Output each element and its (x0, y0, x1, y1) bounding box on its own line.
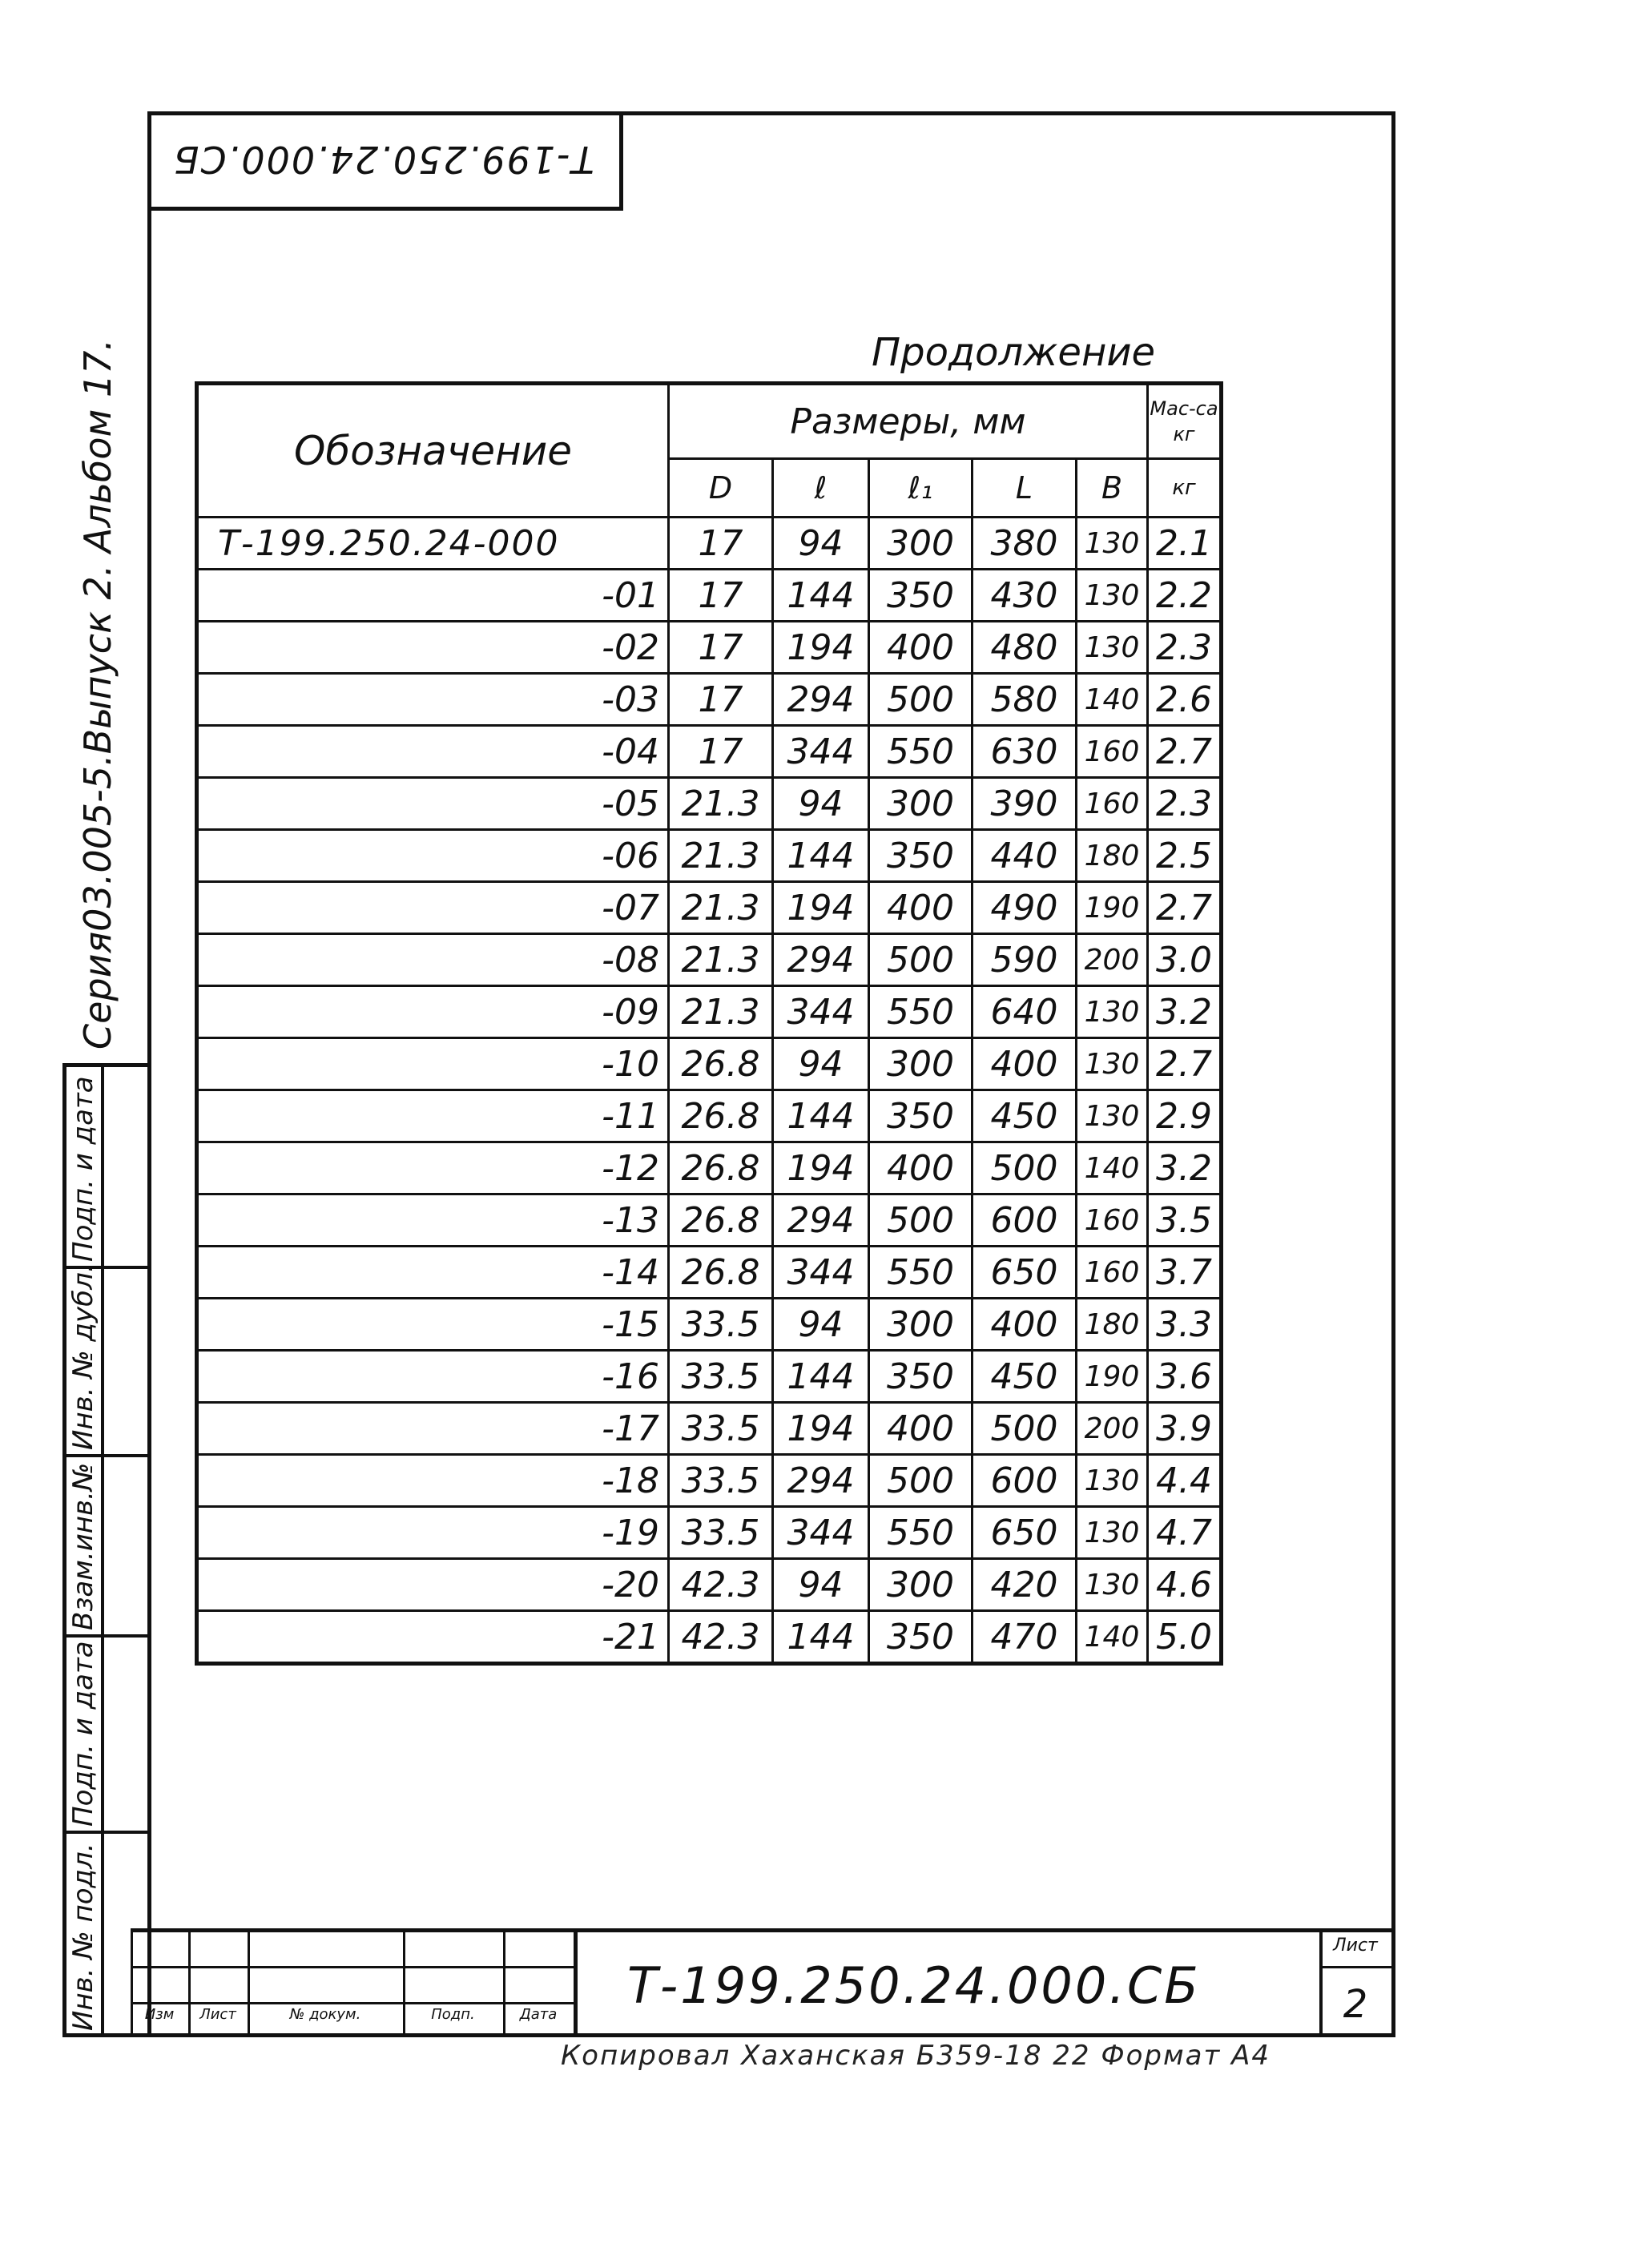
strip-label-dup-inv: Инв. № дубл. (67, 1263, 99, 1450)
table-row (197, 1507, 1222, 1559)
cell-L: 440 (973, 830, 1077, 882)
cell-designation: -16 (197, 1351, 669, 1403)
cell-designation: -19 (197, 1507, 669, 1559)
cell-B: 180 (1077, 830, 1148, 882)
cell-B: 160 (1077, 1247, 1148, 1299)
cell-L: 500 (973, 1403, 1077, 1455)
cell-D: 33.5 (669, 1351, 773, 1403)
cell-l: 94 (773, 778, 869, 830)
cell-B: 140 (1077, 674, 1148, 726)
cell-l: 94 (773, 1038, 869, 1090)
cell-L: 400 (973, 1299, 1077, 1351)
cell-B: 160 (1077, 726, 1148, 778)
cell-L: 580 (973, 674, 1077, 726)
cell-designation: -17 (197, 1403, 669, 1455)
cell-l: 294 (773, 934, 869, 986)
cell-L: 590 (973, 934, 1077, 986)
cell-B: 160 (1077, 778, 1148, 830)
cell-mass: 3.0 (1148, 934, 1222, 986)
cell-D: 21.3 (669, 934, 773, 986)
cell-l1: 500 (869, 934, 973, 986)
cell-L: 420 (973, 1559, 1077, 1611)
cell-D: 17 (669, 570, 773, 622)
tb-header-date: Дата (519, 2006, 558, 2023)
title-block (131, 1928, 1395, 2037)
cell-l1: 500 (869, 1455, 973, 1507)
table-row (197, 1611, 1222, 1664)
cell-l: 144 (773, 570, 869, 622)
cell-designation: -07 (197, 882, 669, 934)
continuation-label: Продолжение (872, 330, 1156, 375)
cell-designation: -14 (197, 1247, 669, 1299)
header-D: D (669, 459, 773, 518)
cell-D: 26.8 (669, 1194, 773, 1247)
spec-table-body (197, 518, 1222, 1664)
cell-l: 294 (773, 674, 869, 726)
cell-mass: 2.6 (1148, 674, 1222, 726)
cell-B: 160 (1077, 1194, 1148, 1247)
cell-mass: 3.2 (1148, 986, 1222, 1038)
cell-mass: 2.2 (1148, 570, 1222, 622)
cell-l: 94 (773, 1559, 869, 1611)
cell-l1: 500 (869, 1194, 973, 1247)
cell-l: 94 (773, 518, 869, 570)
cell-D: 21.3 (669, 882, 773, 934)
tb-header-doc-no: № докум. (289, 2006, 361, 2023)
tb-header-change: Изм (144, 2006, 175, 2023)
strip-divider (62, 1454, 147, 1457)
table-row (197, 1455, 1222, 1507)
cell-D: 33.5 (669, 1455, 773, 1507)
cell-l1: 300 (869, 518, 973, 570)
cell-l: 344 (773, 726, 869, 778)
cell-D: 21.3 (669, 986, 773, 1038)
table-row (197, 518, 1222, 570)
cell-B: 130 (1077, 1455, 1148, 1507)
cell-l1: 300 (869, 1038, 973, 1090)
cell-mass: 2.5 (1148, 830, 1222, 882)
cell-l: 144 (773, 830, 869, 882)
strip-label-replace-inv: Взам.инв.№ (67, 1462, 99, 1630)
cell-designation: Т-199.250.24-000 (197, 518, 669, 570)
cell-l1: 350 (869, 1090, 973, 1142)
cell-designation: -06 (197, 830, 669, 882)
cell-B: 130 (1077, 570, 1148, 622)
cell-l1: 300 (869, 1559, 973, 1611)
cell-B: 130 (1077, 518, 1148, 570)
cell-l1: 400 (869, 1403, 973, 1455)
strip-inner-line (101, 1063, 104, 2037)
cell-l1: 550 (869, 1247, 973, 1299)
cell-D: 17 (669, 622, 773, 674)
cell-mass: 4.4 (1148, 1455, 1222, 1507)
table-row (197, 570, 1222, 622)
cell-mass: 2.3 (1148, 622, 1222, 674)
title-block-grid (131, 1932, 574, 2037)
cell-l1: 550 (869, 1507, 973, 1559)
cell-designation: -18 (197, 1455, 669, 1507)
header-mass: Мас-са кг (1148, 384, 1222, 459)
cell-D: 17 (669, 518, 773, 570)
strip-divider (62, 1634, 147, 1638)
strip-divider (62, 1831, 147, 1834)
cell-L: 600 (973, 1455, 1077, 1507)
cell-l: 294 (773, 1194, 869, 1247)
cell-mass: 4.7 (1148, 1507, 1222, 1559)
tb-header-sheet: Лист (199, 2006, 236, 2023)
header-L: L (973, 459, 1077, 518)
cell-mass: 3.7 (1148, 1247, 1222, 1299)
cell-designation: -01 (197, 570, 669, 622)
cell-l: 294 (773, 1455, 869, 1507)
cell-D: 42.3 (669, 1559, 773, 1611)
cell-B: 200 (1077, 1403, 1148, 1455)
strip-label-sign-date: Подп. и дата (67, 1076, 99, 1262)
tb-header-signature: Подп. (431, 2006, 475, 2023)
cell-designation: -03 (197, 674, 669, 726)
table-row (197, 1403, 1222, 1455)
cell-designation: -05 (197, 778, 669, 830)
cell-mass: 5.0 (1148, 1611, 1222, 1664)
cell-D: 26.8 (669, 1142, 773, 1194)
cell-L: 650 (973, 1507, 1077, 1559)
cell-B: 190 (1077, 1351, 1148, 1403)
cell-designation: -02 (197, 622, 669, 674)
header-mass-unit: кг (1148, 459, 1222, 518)
cell-designation: -15 (197, 1299, 669, 1351)
top-stamp (147, 111, 623, 211)
table-row (197, 674, 1222, 726)
top-stamp-text: Т-199.250.24.000.СБ (172, 137, 594, 181)
table-row (197, 622, 1222, 674)
cell-mass: 2.7 (1148, 882, 1222, 934)
cell-D: 26.8 (669, 1090, 773, 1142)
cell-L: 450 (973, 1351, 1077, 1403)
table-row (197, 1299, 1222, 1351)
cell-mass: 2.7 (1148, 726, 1222, 778)
document-code: Т-199.250.24.000.СБ (627, 1956, 1201, 2015)
table-row (197, 1038, 1222, 1090)
cell-mass: 3.9 (1148, 1403, 1222, 1455)
series-label: Серия03.005-5.Выпуск 2. Альбом 17. (76, 339, 119, 1049)
table-row (197, 778, 1222, 830)
table-row (197, 1351, 1222, 1403)
cell-designation: -11 (197, 1090, 669, 1142)
cell-B: 130 (1077, 1507, 1148, 1559)
cell-L: 500 (973, 1142, 1077, 1194)
cell-L: 400 (973, 1038, 1077, 1090)
cell-designation: -08 (197, 934, 669, 986)
cell-L: 450 (973, 1090, 1077, 1142)
cell-B: 130 (1077, 622, 1148, 674)
cell-L: 640 (973, 986, 1077, 1038)
sheet-number: 2 (1343, 1982, 1368, 2027)
cell-L: 480 (973, 622, 1077, 674)
cell-l1: 400 (869, 882, 973, 934)
cell-L: 650 (973, 1247, 1077, 1299)
cell-l: 194 (773, 882, 869, 934)
cell-L: 390 (973, 778, 1077, 830)
header-B: B (1077, 459, 1148, 518)
cell-L: 470 (973, 1611, 1077, 1664)
header-l: ℓ (773, 459, 869, 518)
strip-label-orig-inv: Инв. № подл. (67, 1843, 99, 2031)
cell-B: 130 (1077, 1038, 1148, 1090)
cell-l: 194 (773, 1403, 869, 1455)
cell-l1: 350 (869, 1611, 973, 1664)
table-row (197, 1559, 1222, 1611)
table-row (197, 986, 1222, 1038)
cell-D: 42.3 (669, 1611, 773, 1664)
cell-mass: 3.5 (1148, 1194, 1222, 1247)
cell-l1: 400 (869, 622, 973, 674)
cell-designation: -10 (197, 1038, 669, 1090)
table-row (197, 1142, 1222, 1194)
cell-B: 130 (1077, 1559, 1148, 1611)
cell-D: 26.8 (669, 1247, 773, 1299)
cell-mass: 3.6 (1148, 1351, 1222, 1403)
cell-l1: 350 (869, 830, 973, 882)
cell-l: 194 (773, 1142, 869, 1194)
footer-note: Копировал Хаханская Б359-18 22 Формат А4 (561, 2040, 1271, 2072)
cell-l1: 350 (869, 570, 973, 622)
cell-mass: 2.9 (1148, 1090, 1222, 1142)
cell-D: 21.3 (669, 830, 773, 882)
cell-L: 490 (973, 882, 1077, 934)
header-sizes: Размеры, мм (669, 384, 1148, 459)
table-row (197, 1247, 1222, 1299)
cell-mass: 4.6 (1148, 1559, 1222, 1611)
cell-designation: -12 (197, 1142, 669, 1194)
table-row (197, 726, 1222, 778)
header-designation: Обозначение (197, 384, 669, 518)
cell-l1: 500 (869, 674, 973, 726)
cell-l: 144 (773, 1090, 869, 1142)
cell-mass: 2.1 (1148, 518, 1222, 570)
cell-l: 344 (773, 1507, 869, 1559)
cell-designation: -09 (197, 986, 669, 1038)
cell-mass: 3.2 (1148, 1142, 1222, 1194)
header-l1: ℓ₁ (869, 459, 973, 518)
spec-table (195, 381, 1223, 1666)
sheet-label: Лист (1333, 1936, 1378, 1956)
cell-designation: -20 (197, 1559, 669, 1611)
cell-B: 200 (1077, 934, 1148, 986)
cell-l1: 300 (869, 778, 973, 830)
cell-l: 94 (773, 1299, 869, 1351)
cell-l1: 550 (869, 726, 973, 778)
cell-B: 130 (1077, 986, 1148, 1038)
strip-label-sign-date-2: Подп. и дата (67, 1641, 99, 1827)
cell-D: 17 (669, 674, 773, 726)
cell-l1: 300 (869, 1299, 973, 1351)
cell-l: 344 (773, 986, 869, 1038)
cell-designation: -04 (197, 726, 669, 778)
table-row (197, 1194, 1222, 1247)
cell-D: 21.3 (669, 778, 773, 830)
cell-mass: 2.7 (1148, 1038, 1222, 1090)
cell-mass: 3.3 (1148, 1299, 1222, 1351)
cell-D: 17 (669, 726, 773, 778)
cell-B: 130 (1077, 1090, 1148, 1142)
cell-L: 630 (973, 726, 1077, 778)
cell-L: 380 (973, 518, 1077, 570)
cell-B: 190 (1077, 882, 1148, 934)
cell-D: 33.5 (669, 1507, 773, 1559)
cell-l: 194 (773, 622, 869, 674)
cell-D: 26.8 (669, 1038, 773, 1090)
cell-designation: -21 (197, 1611, 669, 1664)
cell-l1: 400 (869, 1142, 973, 1194)
cell-D: 33.5 (669, 1299, 773, 1351)
cell-B: 180 (1077, 1299, 1148, 1351)
cell-L: 430 (973, 570, 1077, 622)
cell-designation: -13 (197, 1194, 669, 1247)
cell-mass: 2.3 (1148, 778, 1222, 830)
cell-l1: 350 (869, 1351, 973, 1403)
table-row (197, 1090, 1222, 1142)
cell-B: 140 (1077, 1611, 1148, 1664)
cell-l1: 550 (869, 986, 973, 1038)
cell-l: 144 (773, 1351, 869, 1403)
cell-D: 33.5 (669, 1403, 773, 1455)
table-row (197, 882, 1222, 934)
cell-l: 144 (773, 1611, 869, 1664)
cell-L: 600 (973, 1194, 1077, 1247)
table-row (197, 830, 1222, 882)
cell-B: 140 (1077, 1142, 1148, 1194)
cell-l: 344 (773, 1247, 869, 1299)
table-row (197, 934, 1222, 986)
